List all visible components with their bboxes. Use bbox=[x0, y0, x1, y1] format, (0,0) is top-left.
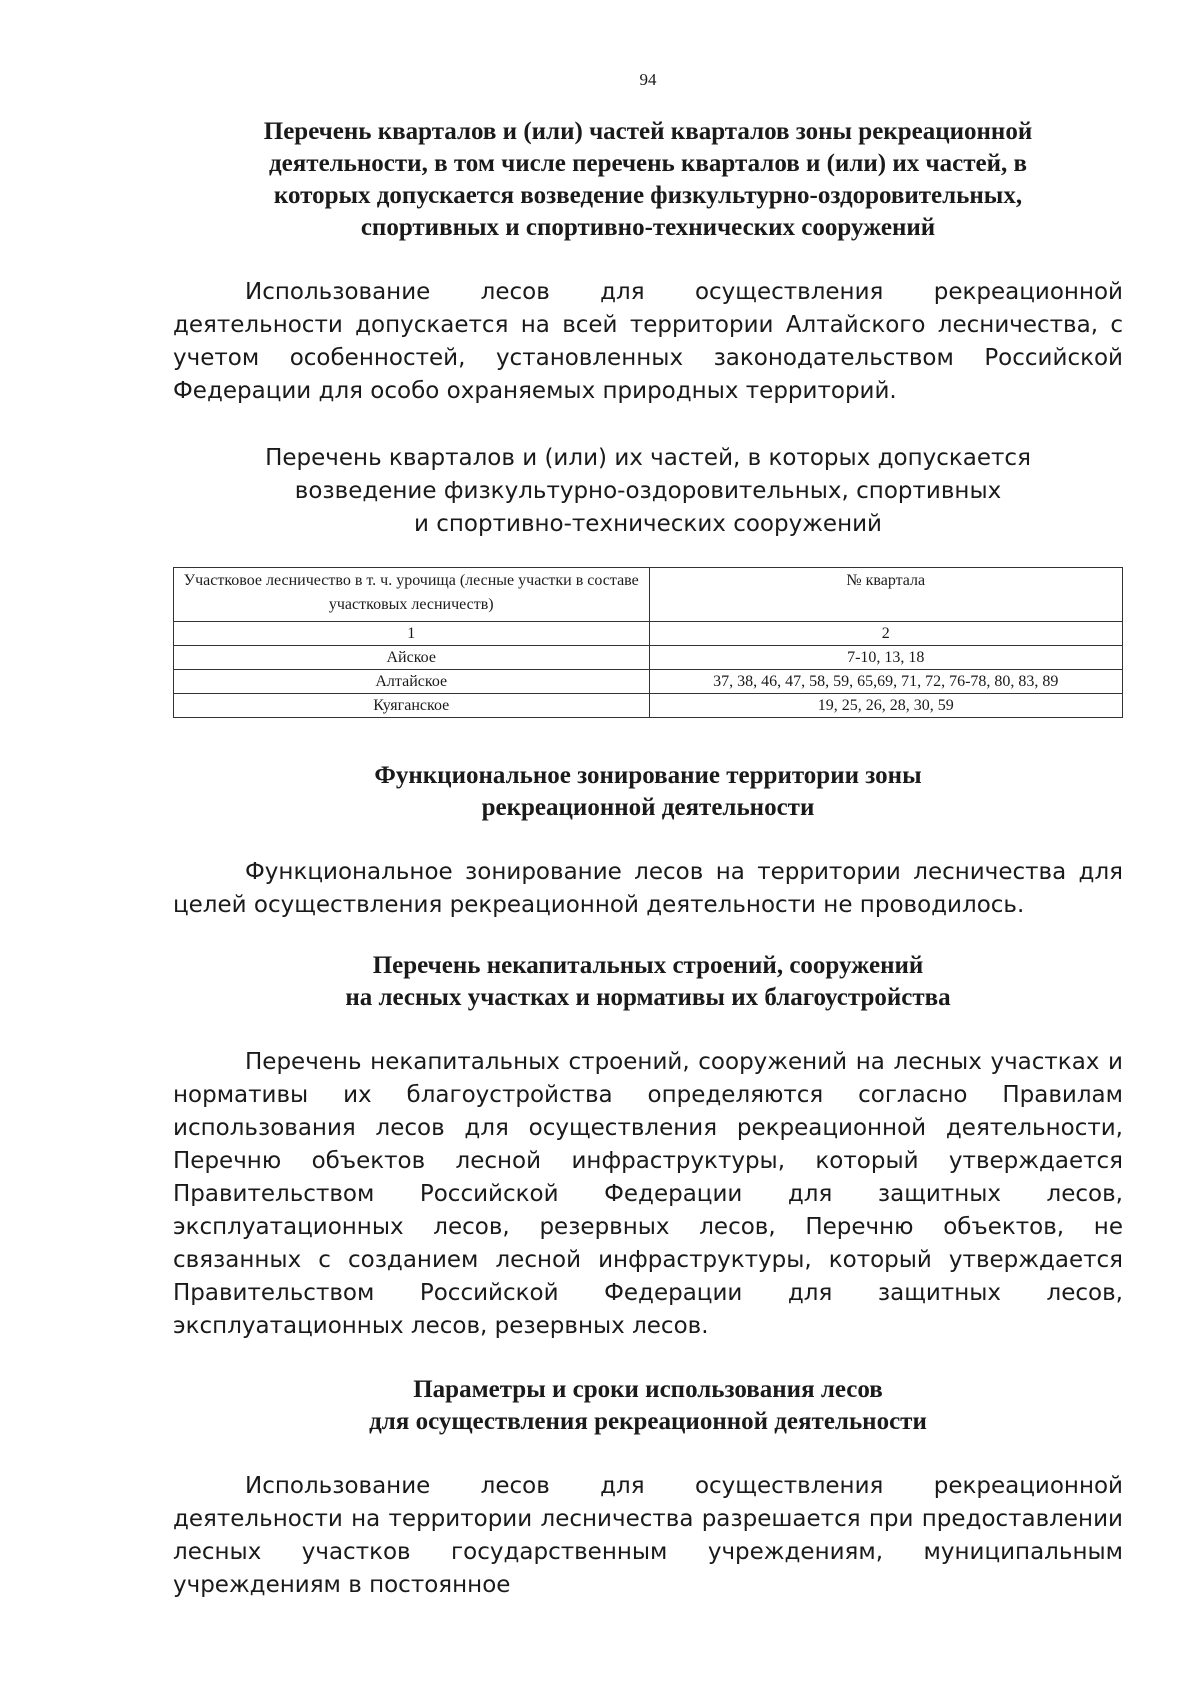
paragraph-temporary-structures: Перечень некапитальных строений, сооружений на лесных участках и нормативы их благоустройства определяются согласно Правилам использования лесов для осуществления рекреационной деятельности, Перечню объектов лесной инфраструктуры, который утверждается Правительством Российской Федерации для защитных лесов, эксплуатационных лесов, резервных лесов, Перечню объектов, не связанных с созданием лесной инфраструктуры, который утверждается Правительством Российской Федерации для защитных лесов, эксплуатационных лесов, резервных лесов. bbox=[173, 1049, 1123, 1339]
section-heading-temporary-structures: Перечень некапитальных строений, сооружений на лесных участках и нормативы их благоустройства bbox=[345, 952, 951, 1011]
section-heading-functional-zoning: Функциональное зонирование территории зоны рекреационной деятельности bbox=[374, 762, 922, 821]
header-forestry: Участковое лесничество в т. ч. урочища (лесные участки в составе участковых лесничеств) bbox=[174, 568, 650, 622]
page-number: 94 bbox=[639, 70, 657, 89]
table-numbering-row bbox=[174, 622, 1123, 646]
quarters-table-wrapper bbox=[173, 567, 1123, 718]
table-caption: Перечень кварталов и (или) их частей, в которых допускается возведение физкультурно-оздоровительных, спортивных и спортивно-технических сооружений bbox=[265, 445, 1031, 537]
quarters-table bbox=[173, 567, 1123, 718]
paragraph-recreation-usage: Использование лесов для осуществления рекреационной деятельности допускается на всей территории Алтайского лесничества, с учетом особенностей, установленных законодательством Российской Федерации для особо охраняемых природных территорий. bbox=[173, 279, 1123, 404]
table-cell: Айское bbox=[174, 646, 650, 670]
table-cell: Куяганское bbox=[174, 694, 650, 718]
header-quarter-number: № квартала bbox=[649, 568, 1123, 622]
paragraph-parameters: Использование лесов для осуществления рекреационной деятельности на территории лесничества разрешается при предоставлении лесных участков государственным учреждениям, муниципальным учреждениям в постоянное bbox=[173, 1473, 1123, 1598]
table-header-row bbox=[174, 568, 1123, 622]
table-cell: 19, 25, 26, 28, 30, 59 bbox=[649, 694, 1123, 718]
table-cell: 1 bbox=[174, 622, 650, 646]
paragraph-functional-zoning: Функциональное зонирование лесов на территории лесничества для целей осуществления рекреационной деятельности не проводилось. bbox=[173, 859, 1123, 918]
table-cell: 7-10, 13, 18 bbox=[649, 646, 1123, 670]
table-cell: 37, 38, 46, 47, 58, 59, 65,69, 71, 72, 76-78, 80, 83, 89 bbox=[649, 670, 1123, 694]
table-row bbox=[174, 646, 1123, 670]
table-row bbox=[174, 694, 1123, 718]
table-cell: 2 bbox=[649, 622, 1123, 646]
section-heading-parameters: Параметры и сроки использования лесов для осуществления рекреационной деятельности bbox=[369, 1376, 927, 1435]
section-heading-recreation-zone: Перечень кварталов и (или) частей кварталов зоны рекреационной деятельности, в том числе перечень кварталов и (или) их частей, в которых допускается возведение физкультурно-оздоровительных, спортивных и спортивно-технических сооружений bbox=[263, 118, 1033, 241]
table-row bbox=[174, 670, 1123, 694]
table-cell: Алтайское bbox=[174, 670, 650, 694]
